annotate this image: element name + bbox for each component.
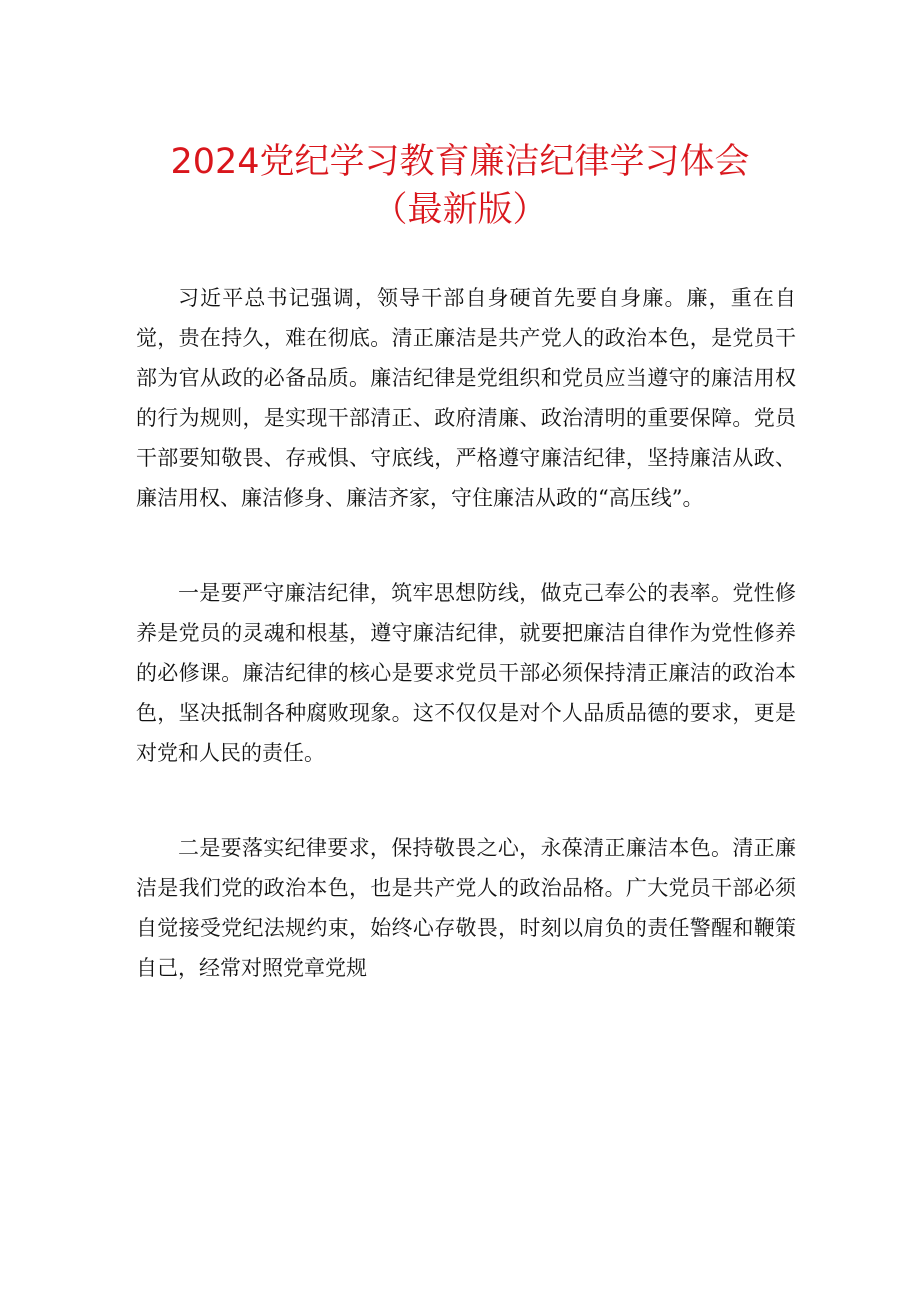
- paragraph-intro: 习近平总书记强调，领导干部自身硬首先要自身廉。廉，重在自觉，贵在持久，难在彻底。清正廉洁是共产党人的政治本色，是党员干部为官从政的必备品质。廉洁纪律是党组织和党员应当遵守的廉洁用权的行为规则，是实现干部清正、政府清廉、政治清明的重要保障。党员干部要知敬畏、存戒惧、守底线，严格遵守廉洁纪律，坚持廉洁从政、廉洁用权、廉洁修身、廉洁齐家，守住廉洁从政的“高压线”。: [136, 286, 796, 510]
- title-line-main: 2024党纪学习教育廉洁纪律学习体会: [170, 142, 750, 182]
- title-line-subtitle: （最新版）: [372, 190, 548, 230]
- document-body: [136, 278, 796, 1043]
- paragraph-point-two: 二是要落实纪律要求，保持敬畏之心，永葆清正廉洁本色。清正廉洁是我们党的政治本色，也是共产党人的政治品格。广大党员干部必须自觉接受党纪法规约束，始终心存敬畏，时刻以肩负的责任警醒和鞭策自己，经常对照党章党规: [136, 836, 796, 980]
- document-title: [0, 138, 920, 234]
- paragraph-point-one: 一是要严守廉洁纪律，筑牢思想防线，做克己奉公的表率。党性修养是党员的灵魂和根基，遵守廉洁纪律，就要把廉洁自律作为党性修养的必修课。廉洁纪律的核心是要求党员干部必须保持清正廉洁的政治本色，坚决抵制各种腐败现象。这不仅仅是对个人品质品德的要求，更是对党和人民的责任。: [136, 581, 796, 765]
